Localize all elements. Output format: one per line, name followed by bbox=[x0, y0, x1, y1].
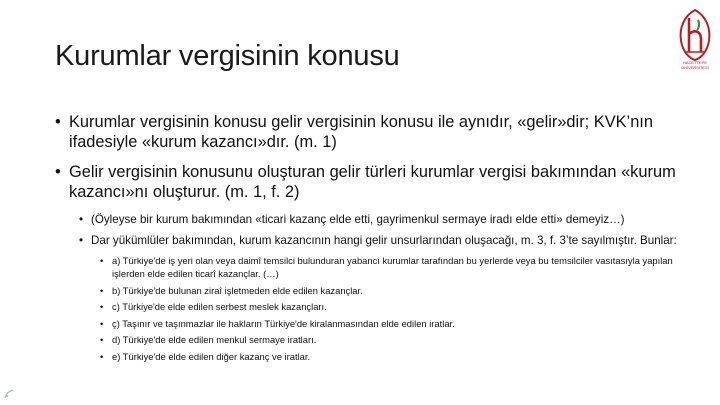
slide-title: Kurumlar vergisinin konusu bbox=[55, 40, 400, 72]
bullet-text: Gelir vergisinin konusunu oluşturan gelir türleri kurumlar vergisi bakımından «kurum kazancı»nı oluşturur. (m. 1, f. 2) bbox=[69, 163, 676, 201]
list-item-a bbox=[100, 254, 695, 280]
list-item-e bbox=[100, 350, 695, 363]
list-item-text: a) Türkiye'de iş yeri olan veya daimî temsilci bulunduran yabancı kurumlar tarafından bu yerlerde veya bu temsilciler vasıtasıyla yapılan işlerden elde edilen ticarî kazançlar. (…) bbox=[112, 255, 673, 279]
bullet-marker: • bbox=[100, 301, 104, 312]
sub-bullet-text: (Öyleyse bir kurum bakımından «ticari kazanç elde etti, gayrimenkul sermaye iradı elde etti» demeyiz…) bbox=[91, 213, 625, 226]
bullet-marker: • bbox=[79, 213, 84, 226]
bullet-list bbox=[55, 112, 695, 366]
corner-decoration-icon bbox=[3, 388, 15, 400]
bullet-marker: • bbox=[100, 317, 104, 329]
bullet-marker: • bbox=[100, 350, 104, 362]
bullet-point-2 bbox=[55, 162, 695, 202]
bullet-marker: • bbox=[79, 234, 84, 247]
list-item-d bbox=[100, 333, 695, 346]
list-item-text: c) Türkiye'de elde edilen serbest meslek kazançları. bbox=[112, 301, 327, 312]
list-item-cc bbox=[100, 317, 695, 330]
bullet-text: Kurumlar vergisinin konusu gelir vergisinin konusu ile aynıdır, «gelir»dir; KVK’nın ifadesiyle «kurum kazancı»dır. (m. 1) bbox=[69, 113, 653, 151]
bullet-marker: • bbox=[55, 113, 61, 131]
list-item-text: b) Türkiye'de bulunan ziraî işletmeden elde edilen kazançlar. bbox=[112, 284, 363, 296]
list-item-text: ç) Taşınır ve taşınmazlar ile hakların Türkiye'de kiralanmasından elde edilen iratlar. bbox=[112, 317, 455, 329]
list-item-text: d) Türkiye'de elde edilen menkul sermaye iratları. bbox=[112, 334, 317, 345]
bullet-marker: • bbox=[100, 334, 104, 345]
sub-bullet-2 bbox=[79, 233, 695, 248]
bullet-marker: • bbox=[100, 255, 104, 266]
hacettepe-logo-icon bbox=[676, 8, 714, 62]
list-item-c bbox=[100, 300, 695, 313]
sub-bullet-text: Dar yükümlüler bakımından, kurum kazancının hangi gelir unsurlarından oluşacağı, m. 3, f. 3’te sayılmıştır. Bunlar: bbox=[91, 234, 677, 247]
logo-caption: HACETTEPE ÜNİVERSİTESİ bbox=[681, 60, 709, 70]
bullet-point-1 bbox=[55, 112, 695, 152]
list-item-text: e) Türkiye'de elde edilen diğer kazanç ve iratlar. bbox=[112, 350, 311, 362]
list-item-b bbox=[100, 284, 695, 297]
bullet-marker: • bbox=[100, 284, 104, 296]
sub-bullet-1 bbox=[79, 212, 695, 227]
bullet-marker: • bbox=[55, 163, 61, 181]
